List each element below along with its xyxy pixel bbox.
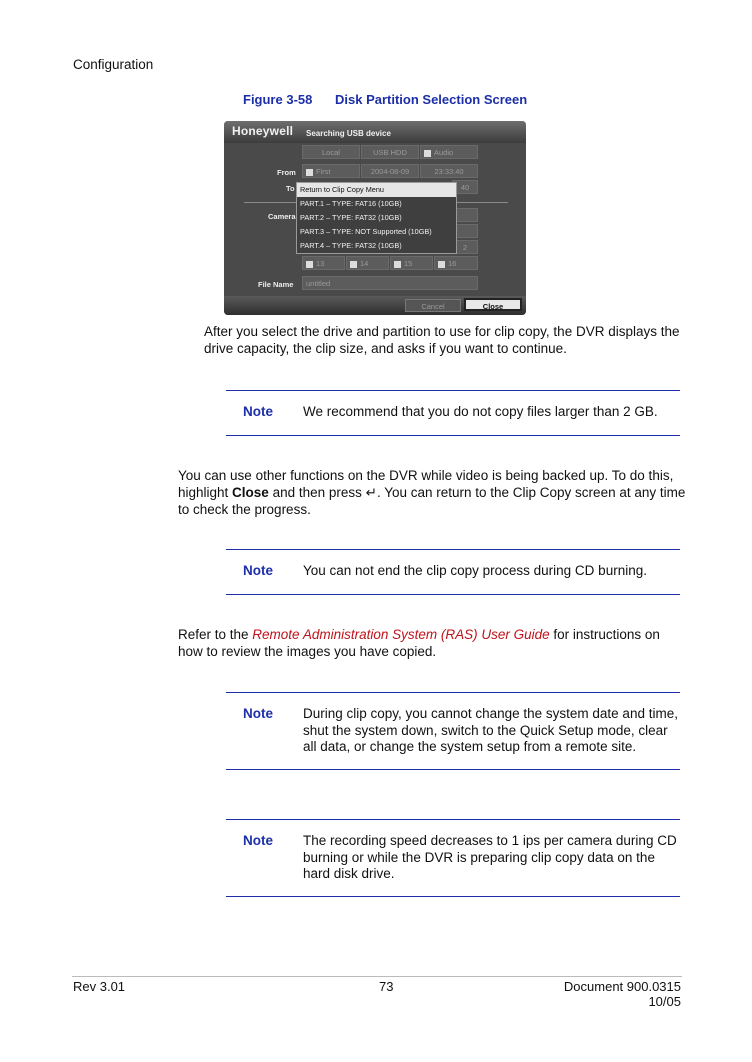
note-rule-top	[226, 819, 680, 820]
note-text: During clip copy, you cannot change the system date and time, shut the system down, switch to the Quick Setup mode, clear all data, or change the system setup from a remote site.	[303, 706, 678, 754]
note-text: The recording speed decreases to 1 ips per camera during CD burning or while the DVR is preparing clip copy data on the hard disk drive.	[303, 833, 677, 881]
note-rule-bottom	[226, 896, 680, 897]
dvr-screenshot	[224, 121, 526, 315]
menu-item-part3[interactable]: PART.3 – TYPE: NOT Supported (10GB)	[300, 227, 432, 236]
menu-item-part1[interactable]: PART.1 – TYPE: FAT16 (10GB)	[300, 199, 402, 208]
first-checkbox-icon	[306, 169, 313, 176]
menu-item-return[interactable]: Return to Clip Copy Menu	[297, 183, 456, 197]
note-label: Note	[243, 706, 273, 721]
close-button[interactable]: Close	[464, 298, 522, 311]
file-name-label: File Name	[258, 280, 294, 289]
camera-16-checkbox-icon	[438, 261, 445, 268]
close-keyword: Close	[232, 485, 269, 500]
note-rule-bottom	[226, 594, 680, 595]
camera-16-label: 16	[448, 259, 457, 268]
usb-hdd-cell: USB HDD	[361, 145, 419, 159]
ras-guide-link[interactable]: Remote Administration System (RAS) User Guide	[252, 627, 550, 642]
document-date: 10/05	[648, 994, 681, 1009]
figure-title: Disk Partition Selection Screen	[335, 92, 528, 107]
from-label: From	[277, 168, 296, 177]
page-header: Configuration	[73, 57, 154, 72]
file-name-field: untitled	[302, 276, 478, 290]
note-label: Note	[243, 404, 273, 419]
note-label: Note	[243, 833, 273, 848]
local-cell: Local	[302, 145, 360, 159]
note-text: We recommend that you do not copy files larger than 2 GB.	[303, 404, 658, 419]
menu-item-part4[interactable]: PART.4 – TYPE: FAT32 (10GB)	[300, 241, 402, 250]
figure-caption	[243, 92, 527, 107]
audio-cell	[420, 145, 478, 159]
paragraph-background-backup	[178, 467, 688, 518]
partition-menu	[296, 182, 457, 254]
camera-15-label: 15	[404, 259, 413, 268]
paragraph-ras-reference	[178, 626, 688, 660]
from-time-cell: 23:33:40	[420, 164, 478, 178]
note-label: Note	[243, 563, 273, 578]
page-number: 73	[379, 979, 394, 994]
paragraph-text: You can use other functions on the DVR while video is being backed up. To do this, highlight	[178, 468, 674, 500]
menu-item-part2[interactable]: PART.2 – TYPE: FAT32 (10GB)	[300, 213, 402, 222]
from-date-cell: 2004-08-09	[361, 164, 419, 178]
paragraph-text: and then press ↵. You can return to the Clip Copy screen at any time to check the progress.	[178, 485, 686, 517]
note-rule-bottom	[226, 435, 680, 436]
camera-cell-c: 2	[452, 240, 478, 254]
footer-revision: Rev 3.01	[73, 979, 126, 994]
camera-14-label: 14	[360, 259, 369, 268]
from-first-label: First	[316, 167, 331, 176]
dvr-screen-title: Searching USB device	[306, 129, 391, 138]
note-rule-top	[226, 692, 680, 693]
figure-number: Figure 3-58	[243, 92, 313, 107]
footer-document	[520, 979, 681, 1009]
camera-14-checkbox-icon	[350, 261, 357, 268]
note-rule-bottom	[226, 769, 680, 770]
paragraph-text: for instructions on how to review the images you have copied.	[178, 627, 660, 659]
camera-16-cell	[434, 256, 478, 270]
audio-label: Audio	[434, 148, 454, 157]
document-number: Document 900.0315	[563, 979, 681, 994]
from-first-cell	[302, 164, 360, 178]
camera-15-cell	[390, 256, 433, 270]
footer-rule	[72, 976, 682, 977]
note-rule-top	[226, 549, 680, 550]
honeywell-logo: Honeywell	[232, 124, 294, 138]
camera-13-cell	[302, 256, 345, 270]
camera-14-cell	[346, 256, 389, 270]
note-text: You can not end the clip copy process during CD burning.	[303, 563, 647, 578]
note-rule-top	[226, 390, 680, 391]
camera-label: Camera	[268, 212, 296, 221]
camera-15-checkbox-icon	[394, 261, 401, 268]
camera-13-label: 13	[316, 259, 325, 268]
paragraph-text: Refer to the	[178, 627, 253, 642]
cancel-button[interactable]: Cancel	[405, 299, 461, 312]
camera-13-checkbox-icon	[306, 261, 313, 268]
audio-checkbox-icon	[424, 150, 431, 157]
to-time-cell: 40	[452, 180, 478, 194]
to-label: To	[286, 184, 295, 193]
paragraph-drive-capacity: After you select the drive and partition to use for clip copy, the DVR displays the drive capacity, the clip size, and asks if you want to continue.	[204, 324, 680, 356]
